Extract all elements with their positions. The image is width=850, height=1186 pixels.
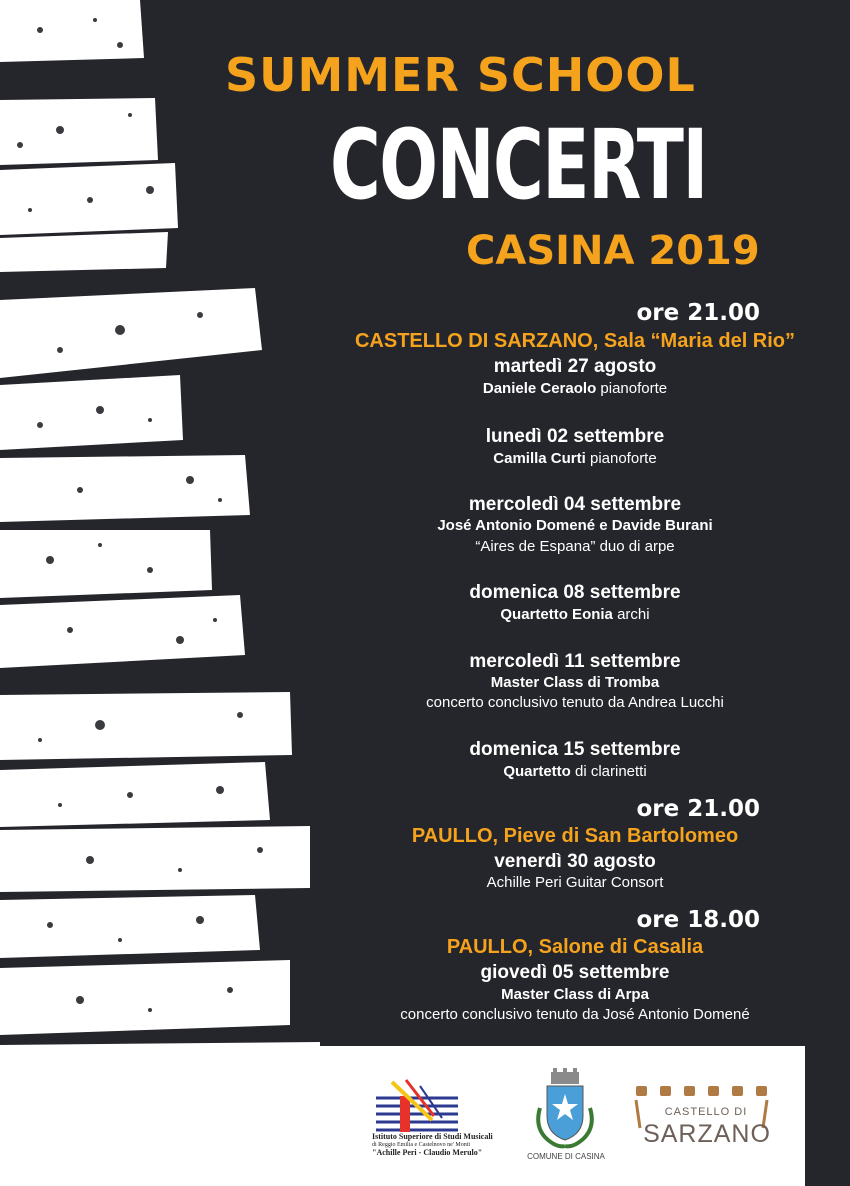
section-time: ore 21.00 xyxy=(636,796,760,822)
event-performer: Master Class di Arpa xyxy=(501,986,649,1003)
castello-logo-line2: SARZANO xyxy=(643,1120,771,1148)
event-date: domenica 15 settembre xyxy=(469,739,681,760)
title-summer-school: SUMMER SCHOOL xyxy=(225,48,696,102)
event-note: Achille Peri Guitar Consort xyxy=(486,874,664,891)
castello-logo-line1: CASTELLO DI xyxy=(664,1106,748,1118)
section-time: ore 21.00 xyxy=(636,300,760,326)
section-venue: CASTELLO DI SARZANO, Sala “Maria del Rio” xyxy=(354,330,796,352)
event-date: lunedì 02 settembre xyxy=(485,426,665,447)
event-performer: José Antonio Domené e Davide Burani xyxy=(437,517,713,534)
event-date: domenica 08 settembre xyxy=(469,582,681,603)
institute-name: Istituto Superiore di Studi Musicali di Reggio Emilia e Castelnovo ne' Monti "Achille Peri - Claudio Merulo" xyxy=(372,1132,493,1157)
title-concerti: CONCERTI xyxy=(330,109,707,221)
event-performer: Quartetto Eonia archi xyxy=(500,606,650,623)
event-note: concerto conclusivo tenuto da José Antonio Domené xyxy=(400,1006,750,1023)
section-venue: PAULLO, Salone di Casalia xyxy=(446,936,704,958)
section-venue: PAULLO, Pieve di San Bartolomeo xyxy=(411,825,739,847)
piano-keys-graphic xyxy=(0,0,320,1186)
event-date: mercoledì 11 settembre xyxy=(469,651,681,672)
event-note: concerto conclusivo tenuto da Andrea Lucchi xyxy=(426,694,724,711)
event-performer: Quartetto di clarinetti xyxy=(503,763,647,780)
event-performer: Daniele Ceraolo pianoforte xyxy=(482,380,668,397)
title-casina-2019: CASINA 2019 xyxy=(466,228,760,274)
event-note: “Aires de Espana” duo di arpe xyxy=(475,538,675,555)
event-performer: Camilla Curti pianoforte xyxy=(493,450,657,467)
event-date: giovedì 05 settembre xyxy=(480,962,670,983)
section-time: ore 18.00 xyxy=(636,907,760,933)
comune-name: COMUNE DI CASINA xyxy=(527,1152,605,1161)
comune-crest-icon xyxy=(532,1068,598,1150)
event-date: martedì 27 agosto xyxy=(493,356,657,377)
event-performer: Master Class di Tromba xyxy=(490,674,660,691)
event-date: venerdì 30 agosto xyxy=(494,851,656,872)
event-date: mercoledì 04 settembre xyxy=(468,494,682,515)
